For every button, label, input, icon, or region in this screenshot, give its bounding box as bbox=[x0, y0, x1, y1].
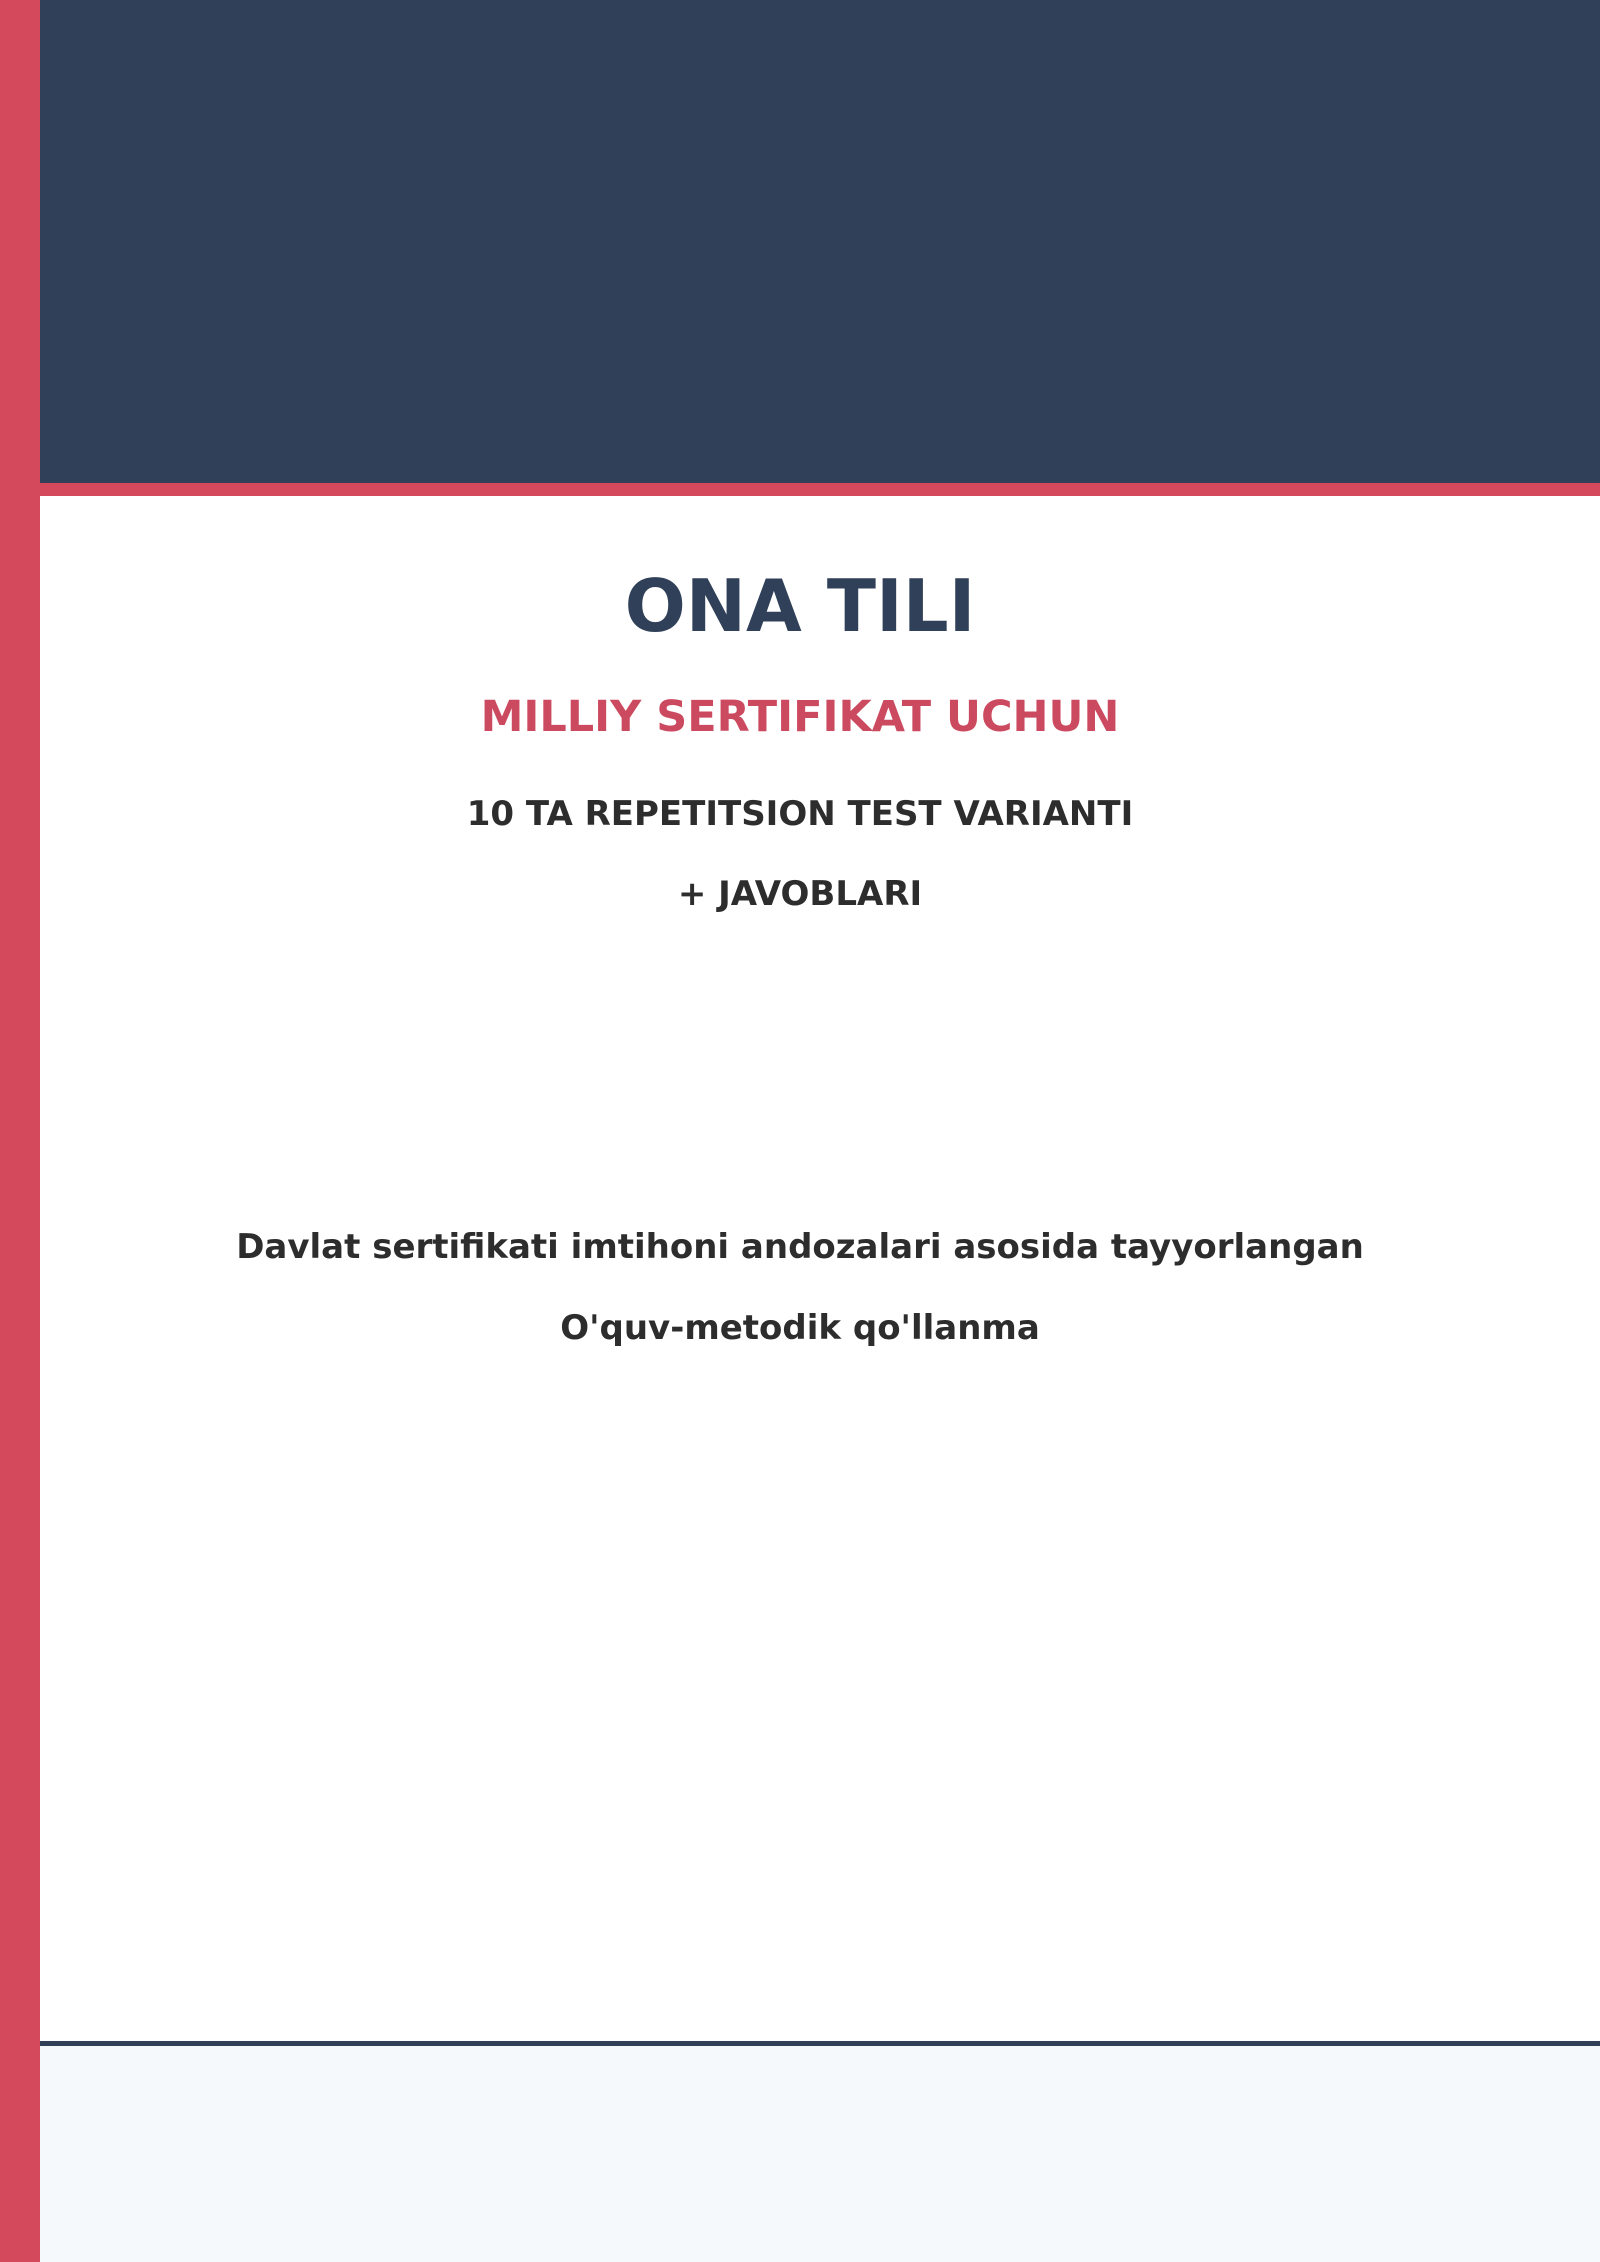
header-band bbox=[40, 0, 1600, 483]
page-subtitle: MILLIY SERTIFIKAT UCHUN bbox=[480, 692, 1120, 742]
variant-line: 10 TA REPETITSION TEST VARIANTI bbox=[466, 794, 1134, 834]
footer-band bbox=[40, 2046, 1600, 2262]
header-accent-stripe bbox=[40, 483, 1600, 496]
answers-line: + JAVOBLARI bbox=[677, 874, 923, 914]
basis-line: Davlat sertifikati imtihoni andozalari asosida tayyorlangan bbox=[236, 1227, 1364, 1267]
manual-line: O'quv-metodik qo'llanma bbox=[560, 1308, 1040, 1348]
left-accent-bar bbox=[0, 0, 40, 2262]
page-title: ONA TILI bbox=[624, 564, 976, 648]
